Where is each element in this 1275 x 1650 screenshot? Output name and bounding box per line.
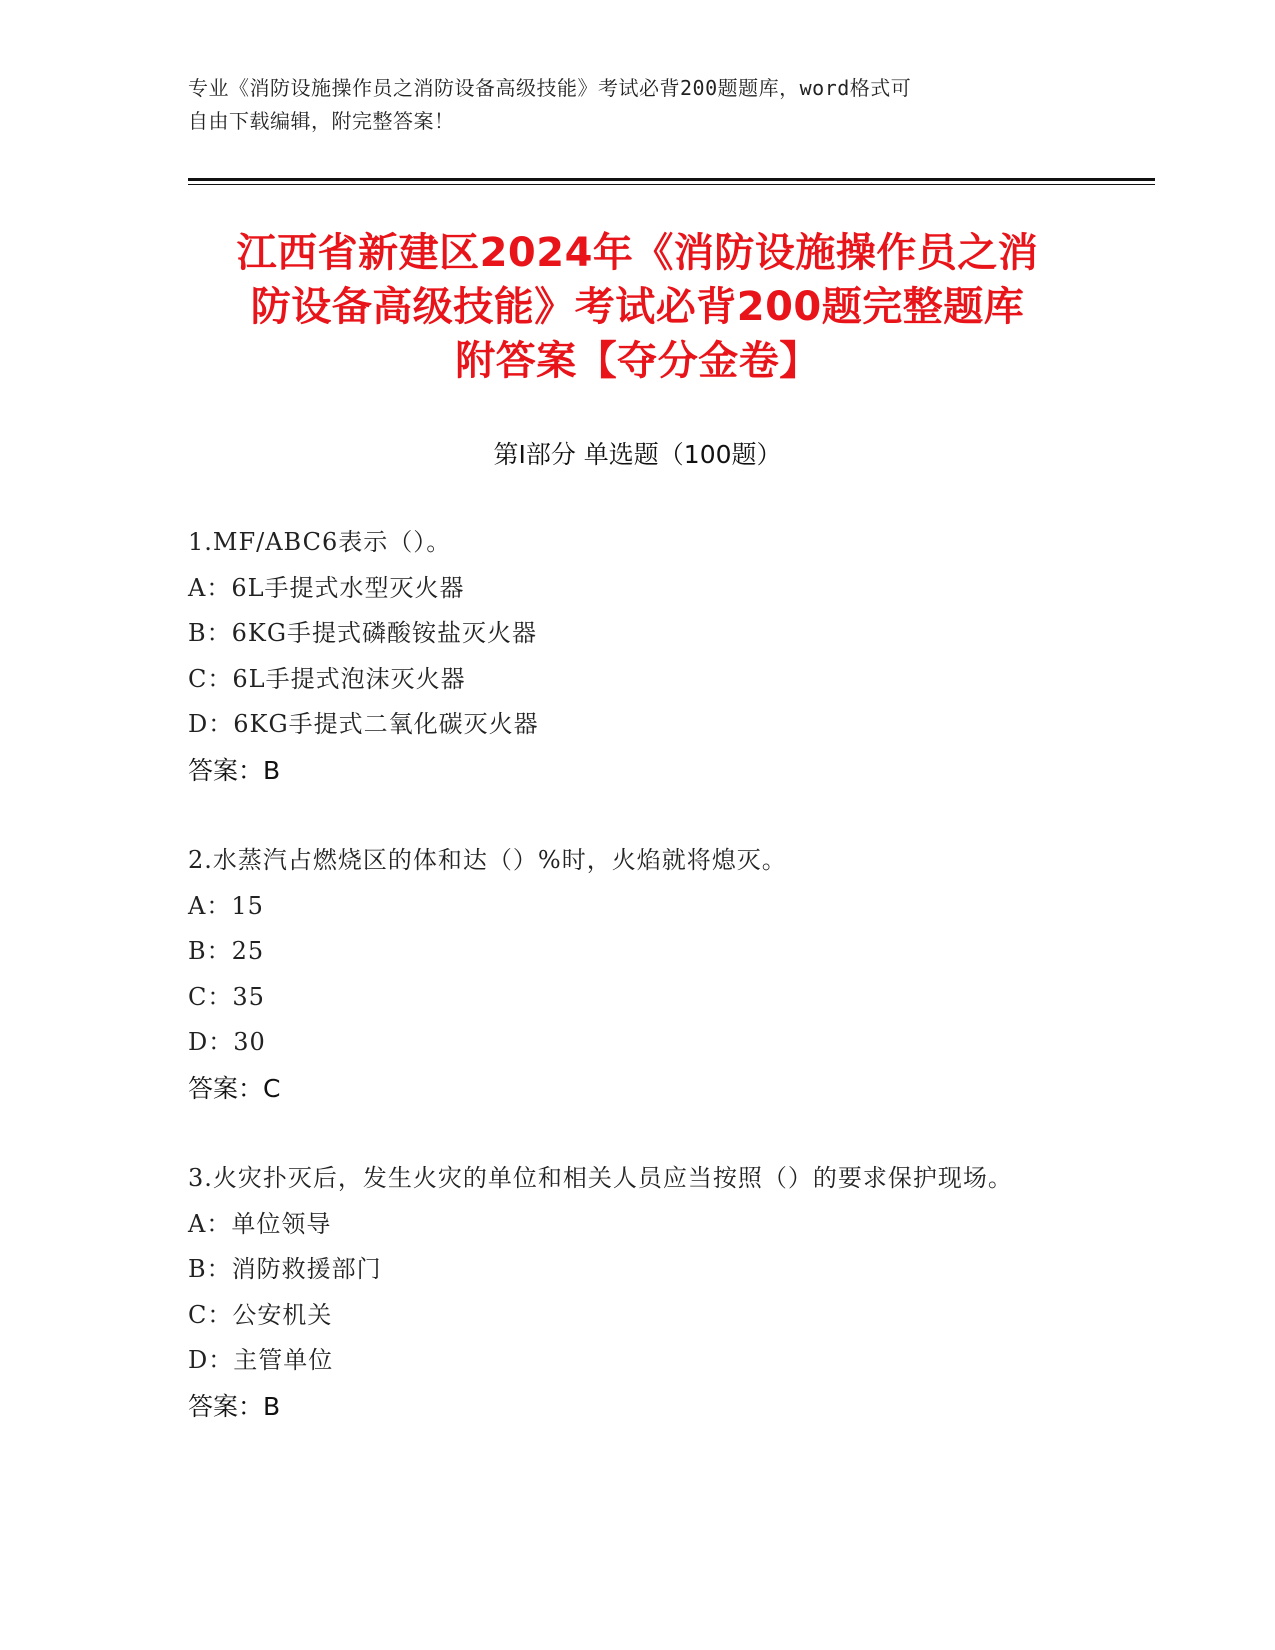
option-a: A：6L手提式水型灭火器 <box>188 573 465 602</box>
answer-label: 答案：B <box>188 755 281 785</box>
option-d: D：主管单位 <box>188 1346 334 1374</box>
option-b: B：25 <box>188 937 265 965</box>
header-note <box>188 72 1068 138</box>
header-note-line-1: 专业《消防设施操作员之消防设备高级技能》考试必背200题题库，word格式可 <box>188 76 912 100</box>
option-b: B：6KG手提式磷酸铵盐灭火器 <box>188 619 538 647</box>
answer-label: 答案：B <box>188 1391 281 1421</box>
question-1 <box>188 520 1088 793</box>
option-a: A：15 <box>188 891 264 920</box>
option-d: D：6KG手提式二氧化碳灭火器 <box>188 710 539 738</box>
question-2 <box>188 838 1088 1111</box>
question-stem: 2.水蒸汽占燃烧区的体和达（）%时，火焰就将熄灭。 <box>188 846 787 874</box>
option-d: D：30 <box>188 1028 266 1056</box>
option-c: C：6L手提式泡沫灭火器 <box>188 664 466 693</box>
option-c: C：公安机关 <box>188 1300 333 1329</box>
answer-label: 答案：C <box>188 1073 281 1103</box>
header-note-line-2: 自由下载编辑，附完整答案！ <box>188 109 455 133</box>
option-a: A：单位领导 <box>188 1209 332 1238</box>
document-title-line-2: 防设备高级技能》考试必背200题完整题库 <box>250 284 1025 330</box>
document-title-line-1: 江西省新建区2024年《消防设施操作员之消 <box>236 230 1039 276</box>
header-rule-thick <box>188 178 1155 181</box>
question-3 <box>188 1156 1088 1429</box>
document-title <box>150 226 1125 388</box>
question-stem: 1.MF/ABC6表示（）。 <box>188 528 452 556</box>
document-title-line-3: 附答案【夺分金卷】 <box>455 338 820 384</box>
option-c: C：35 <box>188 982 265 1011</box>
option-b: B：消防救援部门 <box>188 1255 382 1283</box>
header-rule-thin <box>188 184 1155 185</box>
question-stem: 3.火灾扑灭后，发生火灾的单位和相关人员应当按照（）的要求保护现场。 <box>188 1164 1013 1192</box>
section-title: 第Ⅰ部分 单选题（100题） <box>493 440 782 469</box>
